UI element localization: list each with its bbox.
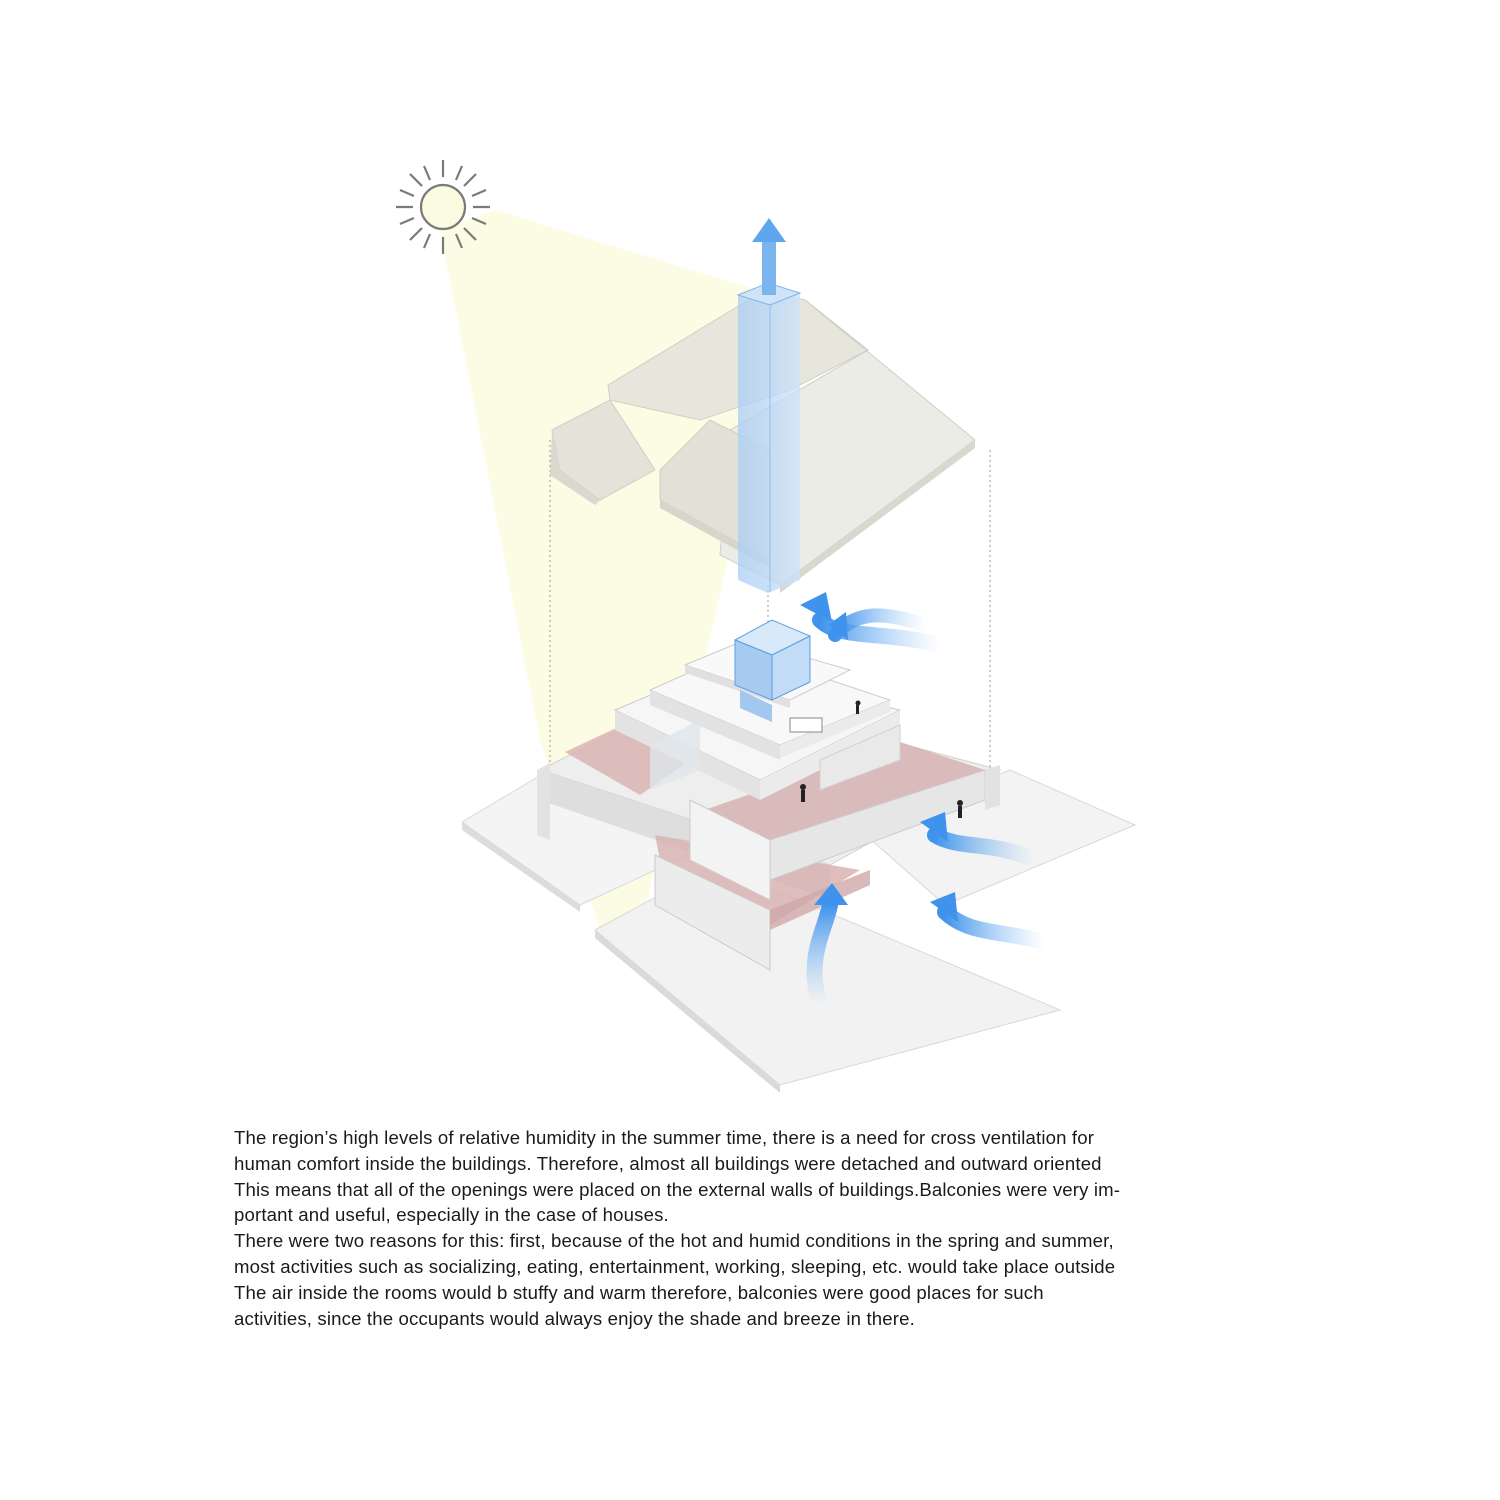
caption-line: This means that all of the openings were placed on the external walls of buildings.Balconies were very im- [234, 1178, 1121, 1200]
caption-line: There were two reasons for this: first, because of the hot and humid conditions in the spring and summer, [234, 1230, 1114, 1252]
caption-line: human comfort inside the buildings. Therefore, almost all buildings were detached and outward oriented [234, 1152, 1102, 1174]
caption-line: The region’s high levels of relative humidity in the summer time, there is a need for cross ventilation for [234, 1127, 1095, 1148]
caption [234, 1125, 1274, 1331]
ventilation-shaft [735, 283, 810, 722]
caption-line: most activities such as socializing, eating, entertainment, working, sleeping, etc. would take place outside [234, 1255, 1116, 1277]
caption-line: The air inside the rooms would b stuffy and warm therefore, balconies were good places for such [234, 1281, 1044, 1303]
airflow-arrow-icon [930, 892, 1045, 942]
caption-line: activities, since the occupants would always enjoy the shade and breeze in there. [234, 1307, 915, 1329]
caption-line: portant and useful, especially in the case of houses. [234, 1204, 669, 1226]
exhaust-arrow-icon [752, 218, 786, 295]
sun-icon [396, 160, 490, 254]
